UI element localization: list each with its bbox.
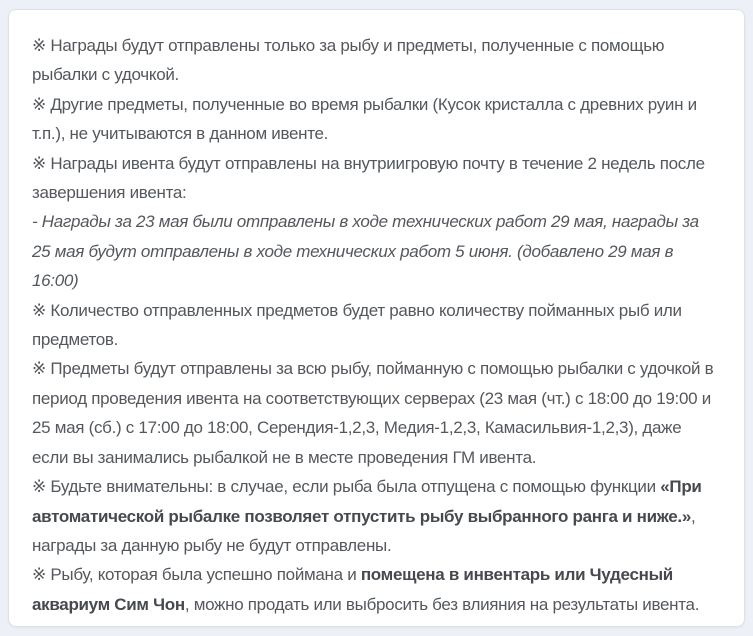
note-text: ※ Будьте внимательны: в случае, если рыба была отпущена с помощью функции — [32, 477, 661, 497]
note-paragraph — [32, 90, 720, 149]
notes-list — [32, 31, 720, 619]
event-notes-card — [8, 9, 745, 627]
note-paragraph — [32, 560, 720, 619]
note-text: ※ Другие предметы, полученные во время рыбалки (Кусок кристалла с древних руин и т.п.), не учитываются в данном ивенте. — [32, 94, 697, 144]
note-text: ※ Награды будут отправлены только за рыбу и предметы, полученные с помощью рыбалки с удочкой. — [32, 36, 665, 85]
note-text: ※ Количество отправленных предметов будет равно количеству пойманных рыб или предметов. — [32, 300, 682, 350]
note-text: ※ Рыбу, которая была успешно поймана и — [32, 565, 361, 585]
note-text: ※ Предметы будут отправлены за всю рыбу, пойманную с помощью рыбалки с удочкой в период проведения ивента на соответствующих серверах (23 мая (чт.) с 18:00 до 19:00 и 25 мая (сб.) с 17:00 до 18:00, Серендия-1,2,3, Медия-1,2,3, Камасильвия-1,2,3), даже если вы занимались рыбалкой не в месте проведения ГМ ивента. — [32, 359, 714, 467]
note-text: - Награды за 23 мая были отправлены в ходе технических работ 29 мая, награды за 25 мая будут отправлены в ходе технических работ 5 июня. (добавлено 29 мая в 16:00) — [32, 212, 699, 291]
note-paragraph — [32, 472, 720, 560]
note-text: , награды за данную рыбу не будут отправлены. — [32, 506, 696, 555]
note-bold-text: «При автоматической рыбалке позволяет отпустить рыбу выбранного ранга и ниже.» — [32, 477, 702, 526]
note-bold-text: помещена в инвентарь или Чудесный аквариум Сим Чон — [32, 565, 673, 614]
note-text: , можно продать или выбросить без влияния на результаты ивента. — [184, 594, 700, 614]
note-paragraph — [32, 31, 720, 90]
note-paragraph — [32, 296, 720, 355]
note-paragraph — [32, 207, 720, 295]
note-text: ※ Награды ивента будут отправлены на внутриигровую почту в течение 2 недель после завершения ивента: — [32, 153, 705, 203]
note-paragraph — [32, 149, 720, 208]
note-paragraph — [32, 354, 720, 472]
